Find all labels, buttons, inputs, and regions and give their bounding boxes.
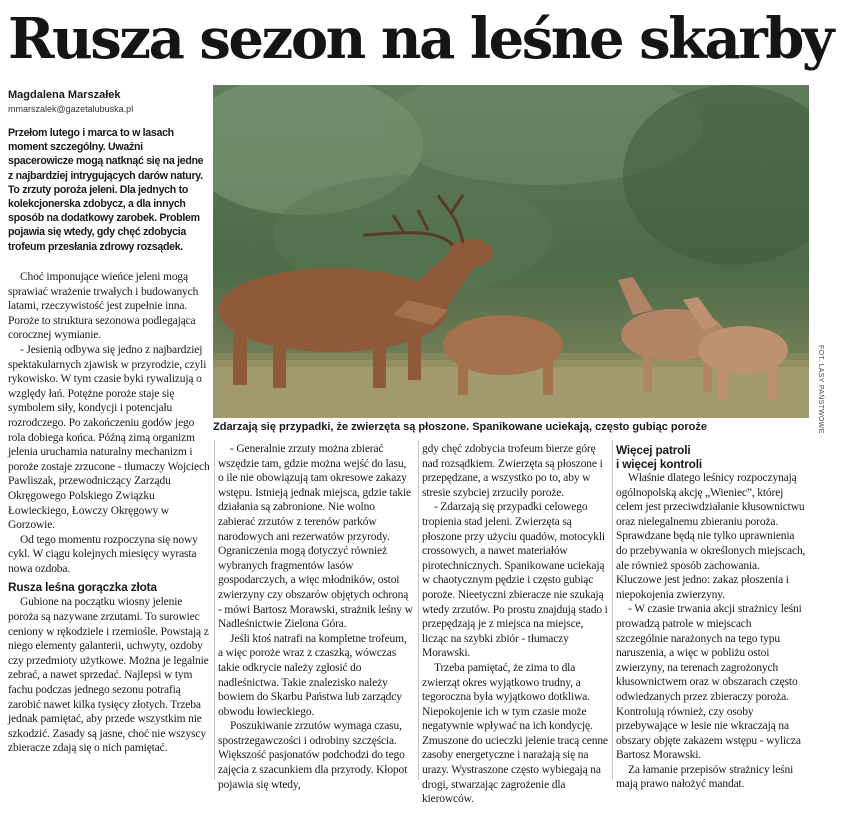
deer-photo-illustration <box>213 85 809 418</box>
paragraph: Od tego momentu rozpoczyna się nowy cykl. W ciągu kolejnych miesięcy wyrasta nowa ozdoba. <box>8 533 198 575</box>
paragraph: gdy chęć zdobycia trofeum bierze górę nad rozsądkiem. Zwierzęta są płoszone i przepędzane, a wszystko po to, aby w stresie szybciej zrzuciły poroże. <box>422 443 603 499</box>
headline: Rusza sezon na leśne skarby <box>8 6 832 72</box>
deer-photo <box>213 85 809 418</box>
column-divider <box>612 440 613 780</box>
photo-caption: Zdarzają się przypadki, że zwierzęta są płoszone. Spanikowane uciekają, często gubiąc poroże <box>213 421 707 433</box>
paragraph: - Zdarzają się przypadki celowego tropienia stad jeleni. Zwierzęta są płoszone przy użyciu quadów, motocykli crossowych, a nawet materiałów pirotechnicznych. Spanikowane uciekają w chaotycznym pędzie i często gubiąc poroże. Nieetyczni zbieracze nie szukają wtedy zrzutów. Po prostu znajdują stado i przepędzają je z miejsca na miejsce, licząc na szybki zbiór - tłumaczy Morawski. <box>422 501 608 660</box>
paragraph: Choć imponujące wieńce jeleni mogą sprawiać wrażenie trwałych i budowanych latami, rzeczywistość jest zupełnie inna. Poroże to struktura sezonowa podlegająca corocznej wymianie. <box>8 271 199 342</box>
paragraph: - W czasie trwania akcji strażnicy leśni prowadzą patrole w miejscach szczególnie narażonych na tego typu naruszenia, a więc w pobliżu ostoi zwierzyny, na terenach zagrożonych kłusownictwem oraz w obszarach często odwiedzanych przez zbieraczy poroża. Kontrolują również, czy osoby przebywające w lesie nie wkraczają na obszary objęte zakazem wstępu - wylicza Bartosz Morawski. <box>616 603 802 762</box>
paragraph: Jeśli ktoś natrafi na kompletne trofeum, a więc poroże wraz z czaszką, wówczas takie odkrycie należy zgłosić do nadleśnictwa. Takie znalezisko należy bowiem do Skarbu Państwa lub zarządcy obwodu łowieckiego. <box>218 632 407 718</box>
lead-paragraph <box>8 126 210 254</box>
paragraph: Za łamanie przepisów strażnicy leśni mają prawo nałożyć mandat. <box>616 763 794 791</box>
subhead: i więcej kontroli <box>616 457 702 471</box>
column-divider <box>418 440 419 780</box>
photo-credit <box>812 345 826 435</box>
paragraph: Trzeba pamiętać, że zima to dla zwierząt okres wyjątkowo trudny, a tegoroczna była wyjątkowo dotkliwa. Niepokojenie ich w tym czasie może negatywnie wpływać na ich kondycję. Zmuszone do ucieczki jelenie tracą cenne zasoby energetyczne i narażają się na urazy. Wystraszone często wybiegają na drogi, stwarzając zagrożenie dla kierowców. <box>422 661 608 806</box>
author-email[interactable]: mmarszalek@gazetalubuska.pl <box>8 104 134 114</box>
column-divider <box>214 440 215 780</box>
lead-text: Przełom lutego i marca to w lasach moment szczególny. Uważni spacerowicze mogą natknąć się na jedne z najbardziej intrygujących darów natury. To zrzuty poroża jeleni. Dla jednych to kolekcjonerska zdobycz, a dla innych sposób na dodatkowy zarobek. Problem pojawia się wtedy, gdy chęć zdobycia trofeum przesłania zdrowy rozsądek. <box>8 127 204 253</box>
column-1 <box>8 270 210 756</box>
paragraph: - Jesienią odbywa się jedno z najbardziej spektakularnych zjawisk w przyrodzie, czyli rykowisko. W tym czasie byki rywalizują o względy łań. Potężne poroże staje się symbolem siły, kondycji i potencjału rozrodczego. Po zakończeniu godów jego rola dobiega końca. Późną zimą organizm jelenia uruchamia naturalny mechanizm i poroże zostaje zrzucone - tłumaczy Wojciech Pawliszak, przewodniczący Zarządu Okręgowego Polskiego Związku Łowieckiego, Łowczy Okręgowy w Gorzowie. <box>8 343 210 532</box>
paragraph: Właśnie dlatego leśnicy rozpoczynają ogólnopolską akcję „Wieniec”, której celem jest przeciwdziałanie kłusownictwu oraz nielegalnemu zbieraniu poroża. Sprawdzane będą nie tylko uprawnienia do przebywania w określonych miejscach, ale również sposób zachowania. Kluczowe jest jedno: zakaz płoszenia i niepokojenia zwierzyny. <box>616 472 806 601</box>
column-3 <box>422 442 610 807</box>
paragraph: - Generalnie zrzuty można zbierać wszędzie tam, gdzie można wejść do lasu, o ile nie obowiązują tam okresowe zakazy wstępu. Istnieją jednak miejsca, gdzie takie działania są zabronione. Nie wolno zabierać zrzutów z terenów parków narodowych ani rezerwatów przyrody. Ograniczenia mogą dotyczyć również wybranych fragmentów lasów gospodarczych, a więc młodników, ostoi zwierzyny czy obszarów objętych ochroną - mówi Bartosz Morawski, strażnik leśny w Nadleśnictwie Zielona Góra. <box>218 443 413 631</box>
column-4 <box>616 443 806 792</box>
photo-credit-text: FOT. LASY PAŃSTWOWE <box>817 345 824 434</box>
column-2 <box>218 442 414 792</box>
paragraph: Gubione na początku wiosny jelenie poroża są nazywane zrzutami. To surowiec ceniony w rękodziele i rzemiośle. Powstają z niego elementy galanterii, uchwyty, ozdoby czy przedmioty użytkowe. Można je legalnie zebrać, a nawet sprzedać. Najlepsi w tym fachu podczas jednego sezonu potrafią zarobić nawet kilka tysięcy złotych. Trzeba jednak pamiętać, aby przede wszystkim nie szkodzić. Zasady są jasne, choć nie wszyscy zbieracze zdają się o nich pamiętać. <box>8 596 209 755</box>
author-name: Magdalena Marszałek <box>8 89 121 101</box>
byline <box>8 88 208 116</box>
paragraph: Poszukiwanie zrzutów wymaga czasu, spostrzegawczości i odrobiny szczęścia. Większość pasjonatów podchodzi do tego zajęcia z szacunkiem dla przyrody. Kłopot pojawia się wtedy, <box>218 720 408 791</box>
subhead: Rusza leśna gorączka złota <box>8 580 157 595</box>
subhead: Więcej patroli <box>616 443 691 457</box>
